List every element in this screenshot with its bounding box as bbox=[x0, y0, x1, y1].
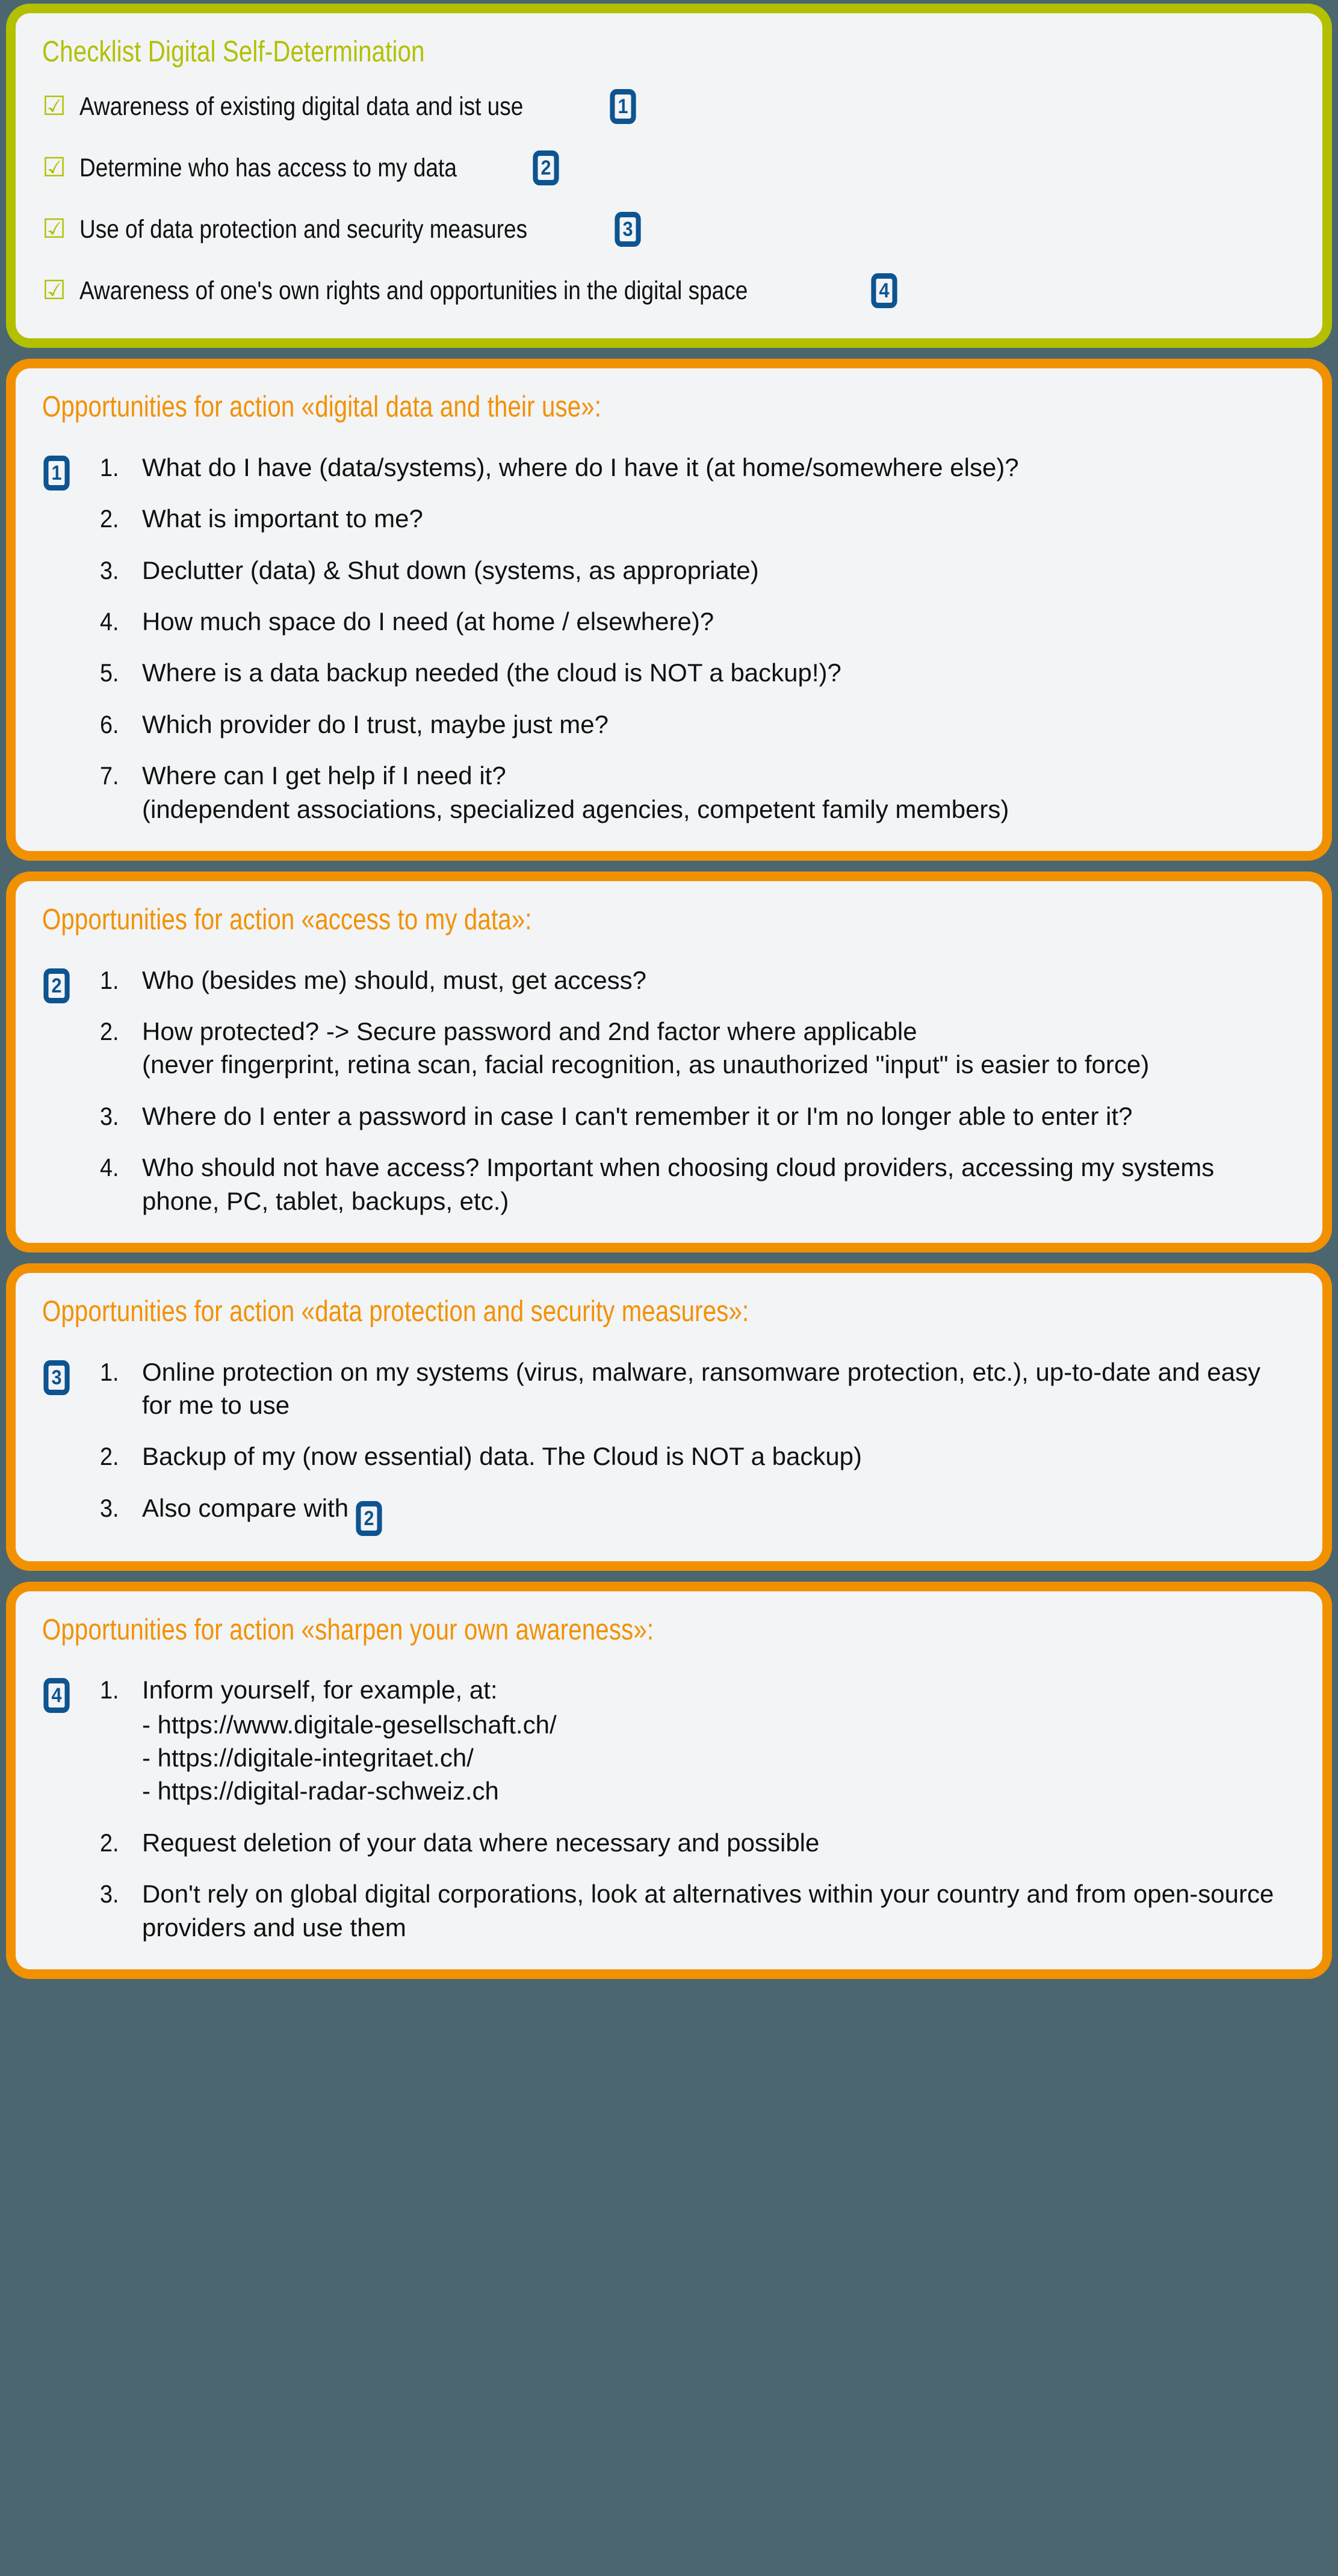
section-title: Opportunities for action «sharpen your own awareness»: bbox=[42, 1613, 654, 1646]
opportunity-list bbox=[100, 1355, 1296, 1536]
list-item-text: Backup of my (now essential) data. The Cloud is NOT a backup) bbox=[142, 1442, 863, 1471]
list-item-number: 5. bbox=[100, 658, 119, 687]
section-badge-column bbox=[42, 451, 100, 491]
url-link[interactable]: - https://www.digitale-gesellschaft.ch/ bbox=[142, 1710, 557, 1739]
list-item-text: Where is a data backup needed (the cloud is NOT a backup!)? bbox=[142, 658, 841, 687]
url-list bbox=[142, 1708, 1296, 1808]
list-item bbox=[100, 1440, 1296, 1473]
list-item-text: Where do I enter a password in case I can't remember it or I'm no longer able to enter it? bbox=[142, 1101, 1133, 1130]
checkbox-checked-icon[interactable]: ☑ bbox=[42, 153, 66, 183]
list-item-number: 3. bbox=[100, 1880, 119, 1909]
list-item bbox=[100, 502, 1296, 535]
list-item-text: Don't rely on global digital corporations, look at alternatives within your country and from open-source providers and use them bbox=[142, 1880, 1274, 1942]
opportunity-list bbox=[100, 1673, 1296, 1944]
list-item bbox=[100, 605, 1296, 638]
url-link[interactable]: - https://digital-radar-schweiz.ch bbox=[142, 1777, 499, 1806]
list-item-number: 3. bbox=[100, 556, 119, 584]
list-item-main: Also compare with bbox=[142, 1493, 349, 1522]
list-item bbox=[100, 1100, 1296, 1133]
list-item[interactable] bbox=[42, 212, 1296, 247]
list-item-number: 7. bbox=[100, 761, 119, 790]
list-item-text: What do I have (data/systems), where do I have it (at home/somewhere else)? bbox=[142, 453, 1019, 481]
list-item[interactable] bbox=[42, 89, 1296, 124]
reference-badge: 1 bbox=[610, 89, 636, 124]
list-item-number: 2. bbox=[100, 504, 119, 533]
list-item-number: 3. bbox=[100, 1101, 119, 1130]
list-item-text bbox=[142, 1015, 1296, 1082]
list-item-text: How much space do I need (at home / elsewhere)? bbox=[142, 607, 714, 636]
section-badge-column bbox=[42, 1355, 100, 1395]
list-item-text: Declutter (data) & Shut down (systems, as appropriate) bbox=[142, 556, 759, 584]
list-item-text: Who (besides me) should, must, get access? bbox=[142, 965, 647, 994]
reference-badge: 2 bbox=[533, 150, 559, 185]
list-item bbox=[100, 759, 1296, 826]
list-item-number: 1. bbox=[100, 1357, 119, 1386]
list-item-text: Which provider do I trust, maybe just me? bbox=[142, 710, 609, 738]
list-item-text bbox=[142, 1491, 1296, 1536]
reference-badge: 1 bbox=[43, 456, 69, 491]
checklist-item-label: Determine who has access to my data bbox=[79, 153, 457, 182]
list-item-text: What is important to me? bbox=[142, 504, 423, 533]
section-card-awareness bbox=[6, 1582, 1332, 1979]
list-item-number: 1. bbox=[100, 453, 119, 481]
section-card-access bbox=[6, 872, 1332, 1252]
list-item-number: 2. bbox=[100, 1828, 119, 1857]
list-item bbox=[100, 1826, 1296, 1859]
list-item bbox=[100, 708, 1296, 741]
list-item bbox=[100, 1151, 1296, 1218]
list-item bbox=[100, 554, 1296, 587]
checkbox-checked-icon[interactable]: ☑ bbox=[42, 91, 66, 122]
list-item bbox=[100, 451, 1296, 484]
section-title: Opportunities for action «data protection and security measures»: bbox=[42, 1295, 749, 1328]
list-item-number: 4. bbox=[100, 1153, 119, 1182]
reference-badge: 2 bbox=[356, 1501, 382, 1536]
checkbox-checked-icon[interactable]: ☑ bbox=[42, 214, 66, 244]
list-item-number: 4. bbox=[100, 607, 119, 636]
reference-badge: 3 bbox=[43, 1360, 69, 1395]
list-item-number: 2. bbox=[100, 1017, 119, 1045]
checkbox-checked-icon[interactable]: ☑ bbox=[42, 276, 66, 306]
section-badge-column bbox=[42, 964, 100, 1003]
list-item bbox=[100, 1355, 1296, 1422]
list-item bbox=[100, 656, 1296, 689]
list-item-text: Request deletion of your data where necessary and possible bbox=[142, 1828, 820, 1857]
reference-badge: 2 bbox=[43, 968, 69, 1003]
list-item bbox=[100, 1015, 1296, 1082]
list-item-text: Online protection on my systems (virus, malware, ransomware protection, etc.), up-to-date and easy for me to use bbox=[142, 1357, 1261, 1419]
section-title: Opportunities for action «digital data and their use»: bbox=[42, 391, 602, 424]
opportunity-list bbox=[100, 451, 1296, 826]
list-item-number: 2. bbox=[100, 1442, 119, 1471]
list-item-text bbox=[142, 1673, 1296, 1808]
list-item-number: 1. bbox=[100, 965, 119, 994]
list-item-main: Inform yourself, for example, at: bbox=[142, 1676, 498, 1704]
list-item[interactable] bbox=[42, 273, 1296, 308]
page-title: Checklist Digital Self-Determination bbox=[42, 36, 425, 68]
opportunity-list bbox=[100, 964, 1296, 1218]
list-item-number: 3. bbox=[100, 1493, 119, 1522]
list-item bbox=[100, 1491, 1296, 1536]
list-item bbox=[100, 1877, 1296, 1944]
list-item-main: How protected? -> Secure password and 2nd factor where applicable bbox=[142, 1017, 917, 1045]
list-item-number: 6. bbox=[100, 710, 119, 738]
url-link[interactable]: - https://digitale-integritaet.ch/ bbox=[142, 1744, 474, 1773]
section-card-protection bbox=[6, 1263, 1332, 1571]
list-item-subtext: (independent associations, specialized agencies, competent family members) bbox=[142, 794, 1009, 823]
checklist-item-label: Awareness of existing digital data and ist use bbox=[79, 91, 524, 121]
reference-badge: 3 bbox=[615, 212, 641, 247]
checklist-item-label: Use of data protection and security measures bbox=[79, 214, 528, 244]
list-item bbox=[100, 1673, 1296, 1808]
section-title: Opportunities for action «access to my data»: bbox=[42, 903, 532, 937]
checklist-item-label: Awareness of one's own rights and opportunities in the digital space bbox=[79, 276, 748, 305]
reference-badge: 4 bbox=[43, 1678, 69, 1713]
section-card-digital-data bbox=[6, 359, 1332, 861]
list-item-main: Where can I get help if I need it? bbox=[142, 761, 506, 790]
list-item-subtext: (never fingerprint, retina scan, facial recognition, as unauthorized "input" is easier to force) bbox=[142, 1050, 1150, 1079]
list-item bbox=[100, 964, 1296, 997]
list-item-number: 1. bbox=[100, 1676, 119, 1704]
checklist-card bbox=[6, 4, 1332, 348]
reference-badge: 4 bbox=[871, 273, 897, 308]
checklist-items bbox=[42, 89, 1296, 308]
section-badge-column bbox=[42, 1673, 100, 1713]
list-item-text: Who should not have access? Important when choosing cloud providers, accessing my systems phone, PC, tablet, backups, etc.) bbox=[142, 1153, 1215, 1215]
list-item[interactable] bbox=[42, 150, 1296, 185]
list-item-text bbox=[142, 759, 1296, 826]
